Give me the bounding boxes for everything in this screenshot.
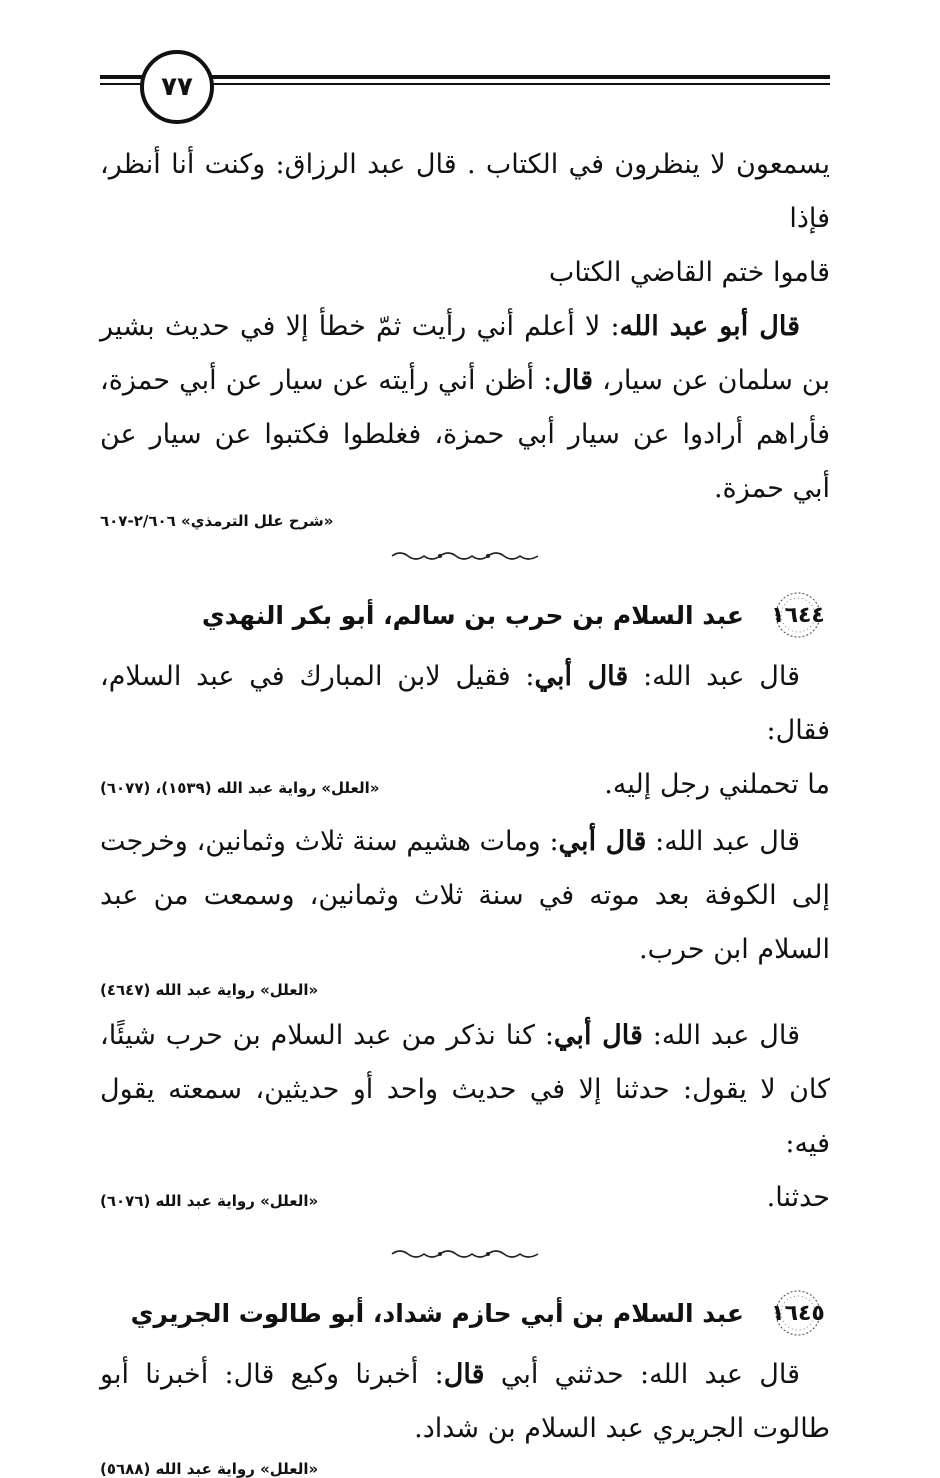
block-text: : أخبرنا وكيع قال: أخبرنا أبو طالوت الجريري عبد السلام بن شداد. [100,1359,830,1444]
top-paragraph [100,138,830,300]
block-text: : كنا نذكر من عبد السلام بن حرب شيئًا، كان لا يقول: حدثنا إلا في حديث واحد أو حديثين، سمعته يقول فيه: [100,1020,830,1159]
divider-ornament-1 [100,538,830,572]
source-note: «العلل» رواية عبد الله (٦٠٧٦) [100,1192,319,1210]
top-paragraph-line1: يسمعون لا ينظرون في الكتاب . قال عبد الرزاق: وكنت أنا أنظر، فإذا [100,149,830,234]
block-prefix: قال عبد الله: [628,661,801,692]
entry-number-badge [766,1289,830,1337]
entry-number: ١٦٤٥ [771,1300,825,1326]
ornament-icon [390,549,540,563]
quote-text-1: : لا أعلم أني رأيت ثمّ خطأ إلا في حديث بشير بن سلمان عن سيار، [100,311,830,396]
page-header [100,50,830,130]
entry-1645-block-1 [100,1348,830,1478]
block-paragraph [100,815,830,977]
block-text: : ومات هشيم سنة ثلاث وثمانين، وخرجت إلى الكوفة بعد موته في سنة ثلاث وثمانين، وسمعت من عبد السلام ابن حرب. [100,826,830,965]
divider-ornament-2 [100,1236,830,1270]
block-last-line [100,1171,830,1228]
block-paragraph [100,650,830,758]
block-bold: قال [443,1359,485,1390]
quote-said: قال [552,365,594,396]
source-note: «العلل» رواية عبد الله (٤٦٤٧) [100,981,319,999]
source-note-1: «شرح علل الترمذي» ٢/٦٠٦-٦٠٧ [100,512,334,530]
block-prefix: قال عبد الله: حدثني أبي [484,1359,800,1390]
ornament-icon [390,1247,540,1261]
block-paragraph [100,1009,830,1171]
block-prefix: قال عبد الله: [642,1020,800,1051]
source-note: «العلل» رواية عبد الله (٥٦٨٨) [100,1460,319,1478]
block-bold: قال أبي [558,826,647,857]
entry-number: ١٦٤٤ [771,602,825,628]
entry-1644-block-2 [100,815,830,999]
block-text: : فقيل لابن المبارك في عبد السلام، فقال: [100,661,830,746]
quote-speaker: قال أبو عبد الله [619,311,800,342]
entry-heading-1644 [100,580,830,650]
entry-number-badge [766,591,830,639]
entry-1644-block-1 [100,650,830,815]
quote-text-2: : أظن أني رأيته عن سيار عن أبي حمزة، فأراهم أرادوا عن سيار أبي حمزة، فغلطوا فكتبوا عن سيار عن أبي حمزة. [100,365,830,504]
block-last-line-text: حدثنا. [766,1182,830,1213]
entry-1644-block-3 [100,1009,830,1228]
entry-title: عبد السلام بن حرب بن سالم، أبو بكر النهدي [201,600,744,630]
quote-paragraph [100,300,830,516]
block-bold: قال أبي [553,1020,643,1051]
block-last-line [100,758,830,815]
top-paragraph-line2: قاموا ختم القاضي الكتاب [548,257,830,288]
page-number: ٧٧ [140,50,214,124]
block-last-line-text: ما تحملني رجل إليه. [604,769,830,800]
entry-title: عبد السلام بن أبي حازم شداد، أبو طالوت الجريري [130,1298,744,1328]
source-note: «العلل» رواية عبد الله (١٥٣٩)، (٦٠٧٧) [100,779,380,797]
page-content [100,138,830,1478]
block-prefix: قال عبد الله: [646,826,801,857]
entry-heading-1645 [100,1278,830,1348]
block-bold: قال أبي [534,661,629,692]
block-paragraph [100,1348,830,1456]
